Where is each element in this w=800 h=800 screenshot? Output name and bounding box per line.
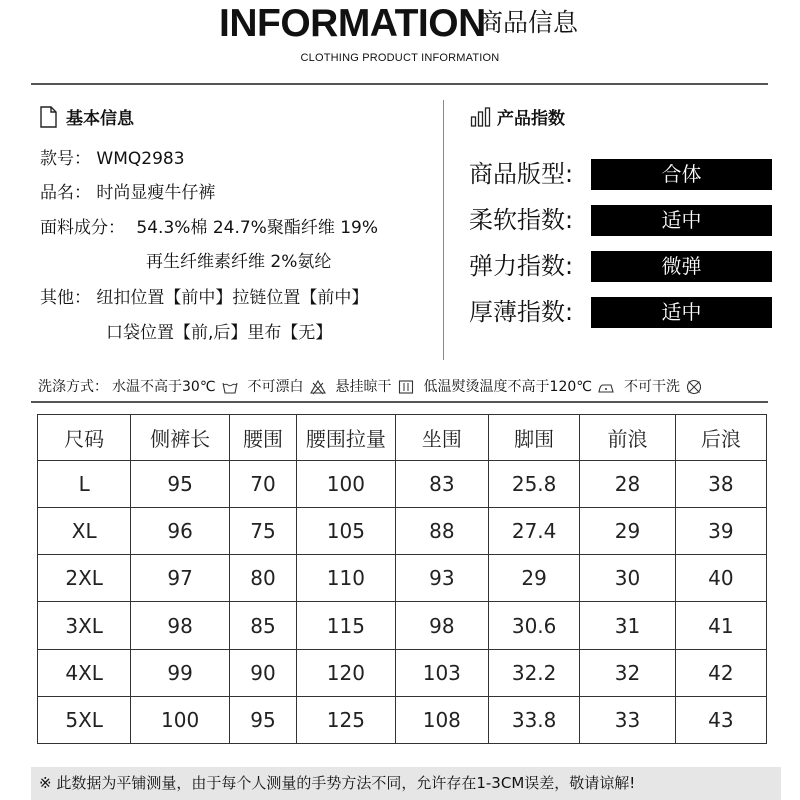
info-row-fabric xyxy=(40,217,378,239)
table-cell: 41 xyxy=(675,602,766,649)
title-cn: 商品信息 xyxy=(478,8,579,37)
care-dryclean-text: 不可干洗 xyxy=(624,379,680,395)
table-cell: 85 xyxy=(229,602,296,649)
table-cell: 83 xyxy=(395,461,488,508)
line-dry-icon xyxy=(398,379,414,395)
table-cell: XL xyxy=(38,508,131,555)
top-divider xyxy=(31,83,768,85)
index-label-thickness: 厚薄指数: xyxy=(469,298,574,326)
care-wash-text: 水温不高于30℃ xyxy=(112,379,216,395)
document-icon xyxy=(40,106,57,128)
table-cell: 98 xyxy=(395,602,488,649)
table-cell: 43 xyxy=(675,696,766,743)
care-label: 洗涤方式： xyxy=(38,379,108,395)
care-divider xyxy=(31,401,768,403)
index-value-fit: 合体 xyxy=(591,159,772,190)
table-cell: 108 xyxy=(395,696,488,743)
table-cell: L xyxy=(38,461,131,508)
table-cell: 120 xyxy=(297,649,396,696)
table-cell: 97 xyxy=(131,555,230,602)
info-key: 品名： xyxy=(40,183,91,203)
table-cell: 4XL xyxy=(38,649,131,696)
info-row-other xyxy=(40,287,368,309)
index-value-elasticity: 微弹 xyxy=(591,251,772,282)
table-cell: 105 xyxy=(297,508,396,555)
info-value: 口袋位置【前,后】里布【无】 xyxy=(106,323,333,343)
column-header: 后浪 xyxy=(675,415,766,461)
column-header: 坐围 xyxy=(395,415,488,461)
table-cell: 103 xyxy=(395,649,488,696)
info-row-fabric-cont xyxy=(146,251,331,273)
info-row-product-name xyxy=(40,182,215,204)
table-cell: 33.8 xyxy=(489,696,580,743)
table-cell: 88 xyxy=(395,508,488,555)
table-cell: 29 xyxy=(580,508,675,555)
info-row-other-cont xyxy=(106,322,332,344)
table-cell: 40 xyxy=(675,555,766,602)
table-row xyxy=(38,508,767,555)
table-cell: 3XL xyxy=(38,602,131,649)
index-value-softness: 适中 xyxy=(591,205,772,236)
info-key: 其他： xyxy=(40,288,91,308)
table-cell: 80 xyxy=(229,555,296,602)
table-cell: 70 xyxy=(229,461,296,508)
info-value: 纽扣位置【前中】拉链位置【前中】 xyxy=(96,288,369,308)
info-value: 再生纤维素纤维 2%氨纶 xyxy=(146,252,332,272)
info-key: 款号： xyxy=(40,149,91,169)
table-row xyxy=(38,461,767,508)
table-cell: 125 xyxy=(297,696,396,743)
table-header-row xyxy=(38,415,767,461)
column-divider xyxy=(443,100,444,360)
table-cell: 39 xyxy=(675,508,766,555)
measurement-note-text: ※ 此数据为平铺测量，由于每个人测量的手势方法不同，允许存在1-3CM误差，敬请谅解! xyxy=(39,774,636,792)
size-table xyxy=(37,414,767,744)
table-cell: 95 xyxy=(131,461,230,508)
table-cell: 29 xyxy=(489,555,580,602)
column-header: 尺码 xyxy=(38,415,131,461)
table-cell: 90 xyxy=(229,649,296,696)
index-label-elasticity: 弹力指数: xyxy=(469,252,574,280)
table-cell: 33 xyxy=(580,696,675,743)
table-cell: 99 xyxy=(131,649,230,696)
column-header: 脚围 xyxy=(489,415,580,461)
table-cell: 110 xyxy=(297,555,396,602)
table-cell: 38 xyxy=(675,461,766,508)
table-cell: 28 xyxy=(580,461,675,508)
table-cell: 100 xyxy=(131,696,230,743)
column-header: 侧裤长 xyxy=(131,415,230,461)
basic-info-heading: 基本信息 xyxy=(66,109,134,129)
table-cell: 115 xyxy=(297,602,396,649)
table-cell: 27.4 xyxy=(489,508,580,555)
table-row xyxy=(38,555,767,602)
table-cell: 42 xyxy=(675,649,766,696)
column-header: 腰围 xyxy=(229,415,296,461)
info-row-style-number xyxy=(40,148,185,170)
care-iron-text: 低温熨烫温度不高于120℃ xyxy=(423,379,592,395)
table-row xyxy=(38,696,767,743)
column-header: 腰围拉量 xyxy=(297,415,396,461)
table-cell: 32 xyxy=(580,649,675,696)
wash-tub-icon xyxy=(222,379,238,395)
table-cell: 100 xyxy=(297,461,396,508)
info-key: 面料成分： xyxy=(40,218,125,238)
table-row xyxy=(38,602,767,649)
measurement-note xyxy=(31,767,781,800)
table-cell: 2XL xyxy=(38,555,131,602)
table-cell: 96 xyxy=(131,508,230,555)
index-value-thickness: 适中 xyxy=(591,297,772,328)
info-value: 时尚显瘦牛仔裤 xyxy=(96,183,216,203)
table-cell: 31 xyxy=(580,602,675,649)
table-cell: 30.6 xyxy=(489,602,580,649)
info-value: 54.3%棉 24.7%聚酯纤维 19% xyxy=(136,218,379,238)
table-cell: 95 xyxy=(229,696,296,743)
table-cell: 75 xyxy=(229,508,296,555)
subtitle: CLOTHING PRODUCT INFORMATION xyxy=(300,52,500,64)
index-label-softness: 柔软指数: xyxy=(469,206,574,234)
info-value: WMQ2983 xyxy=(96,149,185,169)
table-cell: 98 xyxy=(131,602,230,649)
care-dry-text: 悬挂晾干 xyxy=(335,379,392,395)
iron-icon xyxy=(598,379,614,395)
title-en: INFORMATION xyxy=(219,2,486,45)
column-header: 前浪 xyxy=(580,415,675,461)
index-label-fit: 商品版型: xyxy=(469,160,574,188)
table-cell: 93 xyxy=(395,555,488,602)
care-instructions xyxy=(38,378,708,396)
care-bleach-text: 不可漂白 xyxy=(247,379,304,395)
bar-chart-icon xyxy=(470,106,492,128)
table-cell: 32.2 xyxy=(489,649,580,696)
no-bleach-icon xyxy=(310,379,326,395)
table-cell: 30 xyxy=(580,555,675,602)
table-cell: 5XL xyxy=(38,696,131,743)
table-cell: 25.8 xyxy=(489,461,580,508)
no-dry-clean-icon xyxy=(686,379,702,395)
table-row xyxy=(38,649,767,696)
product-index-heading: 产品指数 xyxy=(497,109,565,129)
